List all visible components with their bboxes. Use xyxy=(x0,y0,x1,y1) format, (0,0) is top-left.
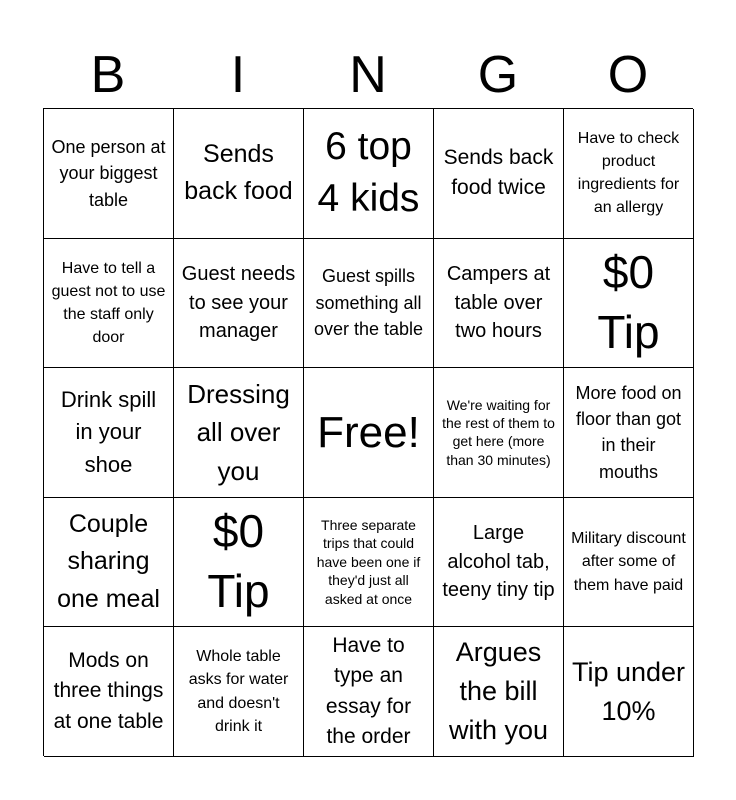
bingo-cell-r5c2[interactable] xyxy=(174,627,304,757)
header-letter-n: N xyxy=(349,46,387,104)
bingo-cell-r4c5[interactable] xyxy=(564,498,694,628)
header-letter-o: O xyxy=(607,46,649,104)
bingo-cell-text: Have to check product ingredients for an allergy xyxy=(577,129,680,217)
bingo-cell-text: Dressing all over you xyxy=(187,378,290,486)
bingo-cell-text: Have to tell a guest not to use the staff only door xyxy=(51,259,166,347)
bingo-cell-r4c4[interactable] xyxy=(434,498,564,628)
bingo-cell-text: Whole table asks for water and doesn't drink it xyxy=(188,648,289,735)
bingo-cell-r2c1[interactable] xyxy=(44,239,174,369)
bingo-cell-r4c1[interactable] xyxy=(44,498,174,628)
bingo-cell-text: 6 top 4 kids xyxy=(317,124,420,221)
header-letter-b: B xyxy=(90,46,126,104)
bingo-cell-r5c4[interactable] xyxy=(434,627,564,757)
bingo-cell-r3c3[interactable] xyxy=(304,368,434,498)
bingo-cell-text: Couple sharing one meal xyxy=(57,509,160,613)
bingo-cell-text: One person at your biggest table xyxy=(51,136,166,210)
bingo-cell-text: Have to type an essay for the order xyxy=(325,633,412,749)
bingo-cell-text: Tip under 10% xyxy=(571,656,686,726)
header-letter-i: I xyxy=(230,46,246,104)
bingo-cell-r2c5[interactable] xyxy=(564,239,694,369)
bingo-cell-text: Guest needs to see your manager xyxy=(181,263,296,343)
bingo-cell-text: More food on floor than got in their mouths xyxy=(575,382,682,482)
bingo-grid xyxy=(43,108,693,756)
bingo-cell-r4c2[interactable] xyxy=(174,498,304,628)
bingo-cell-text: Argues the bill with you xyxy=(448,636,549,746)
bingo-cell-text: Sends back food xyxy=(184,139,293,206)
bingo-cell-r2c2[interactable] xyxy=(174,239,304,369)
bingo-cell-text: Campers at table over two hours xyxy=(446,263,551,343)
bingo-cell-text: Guest spills something all over the table xyxy=(313,266,424,340)
bingo-cell-r5c5[interactable] xyxy=(564,627,694,757)
bingo-cell-r3c1[interactable] xyxy=(44,368,174,498)
bingo-cell-r1c4[interactable] xyxy=(434,109,564,239)
bingo-cell-text: Sends back food twice xyxy=(443,145,554,200)
bingo-cell-r3c5[interactable] xyxy=(564,368,694,498)
bingo-cell-text: $0 Tip xyxy=(597,246,660,358)
bingo-cell-text: Drink spill in your shoe xyxy=(60,386,157,477)
bingo-cell-r1c1[interactable] xyxy=(44,109,174,239)
bingo-cell-r5c1[interactable] xyxy=(44,627,174,757)
bingo-cell-r1c5[interactable] xyxy=(564,109,694,239)
bingo-cell-r2c4[interactable] xyxy=(434,239,564,369)
header-letter-g: G xyxy=(477,46,519,104)
bingo-cell-text: Three separate trips that could have been one if they'd just all asked at once xyxy=(316,516,421,607)
bingo-cell-r4c3[interactable] xyxy=(304,498,434,628)
bingo-cell-r1c3[interactable] xyxy=(304,109,434,239)
bingo-cell-text: We're waiting for the rest of them to get here (more than 30 minutes) xyxy=(442,396,555,468)
bingo-cell-text: $0 Tip xyxy=(207,505,270,618)
bingo-cell-free-space: Free! xyxy=(317,407,420,457)
bingo-cell-r1c2[interactable] xyxy=(174,109,304,239)
bingo-cell-r3c4[interactable] xyxy=(434,368,564,498)
bingo-cell-text: Mods on three things at one table xyxy=(53,649,164,733)
bingo-cell-text: Military discount after some of them have paid xyxy=(571,530,686,594)
bingo-cell-r2c3[interactable] xyxy=(304,239,434,369)
bingo-cell-text: Large alcohol tab, teeny tiny tip xyxy=(442,522,555,602)
bingo-header xyxy=(43,42,693,108)
bingo-cell-r3c2[interactable] xyxy=(174,368,304,498)
bingo-cell-r5c3[interactable] xyxy=(304,627,434,757)
